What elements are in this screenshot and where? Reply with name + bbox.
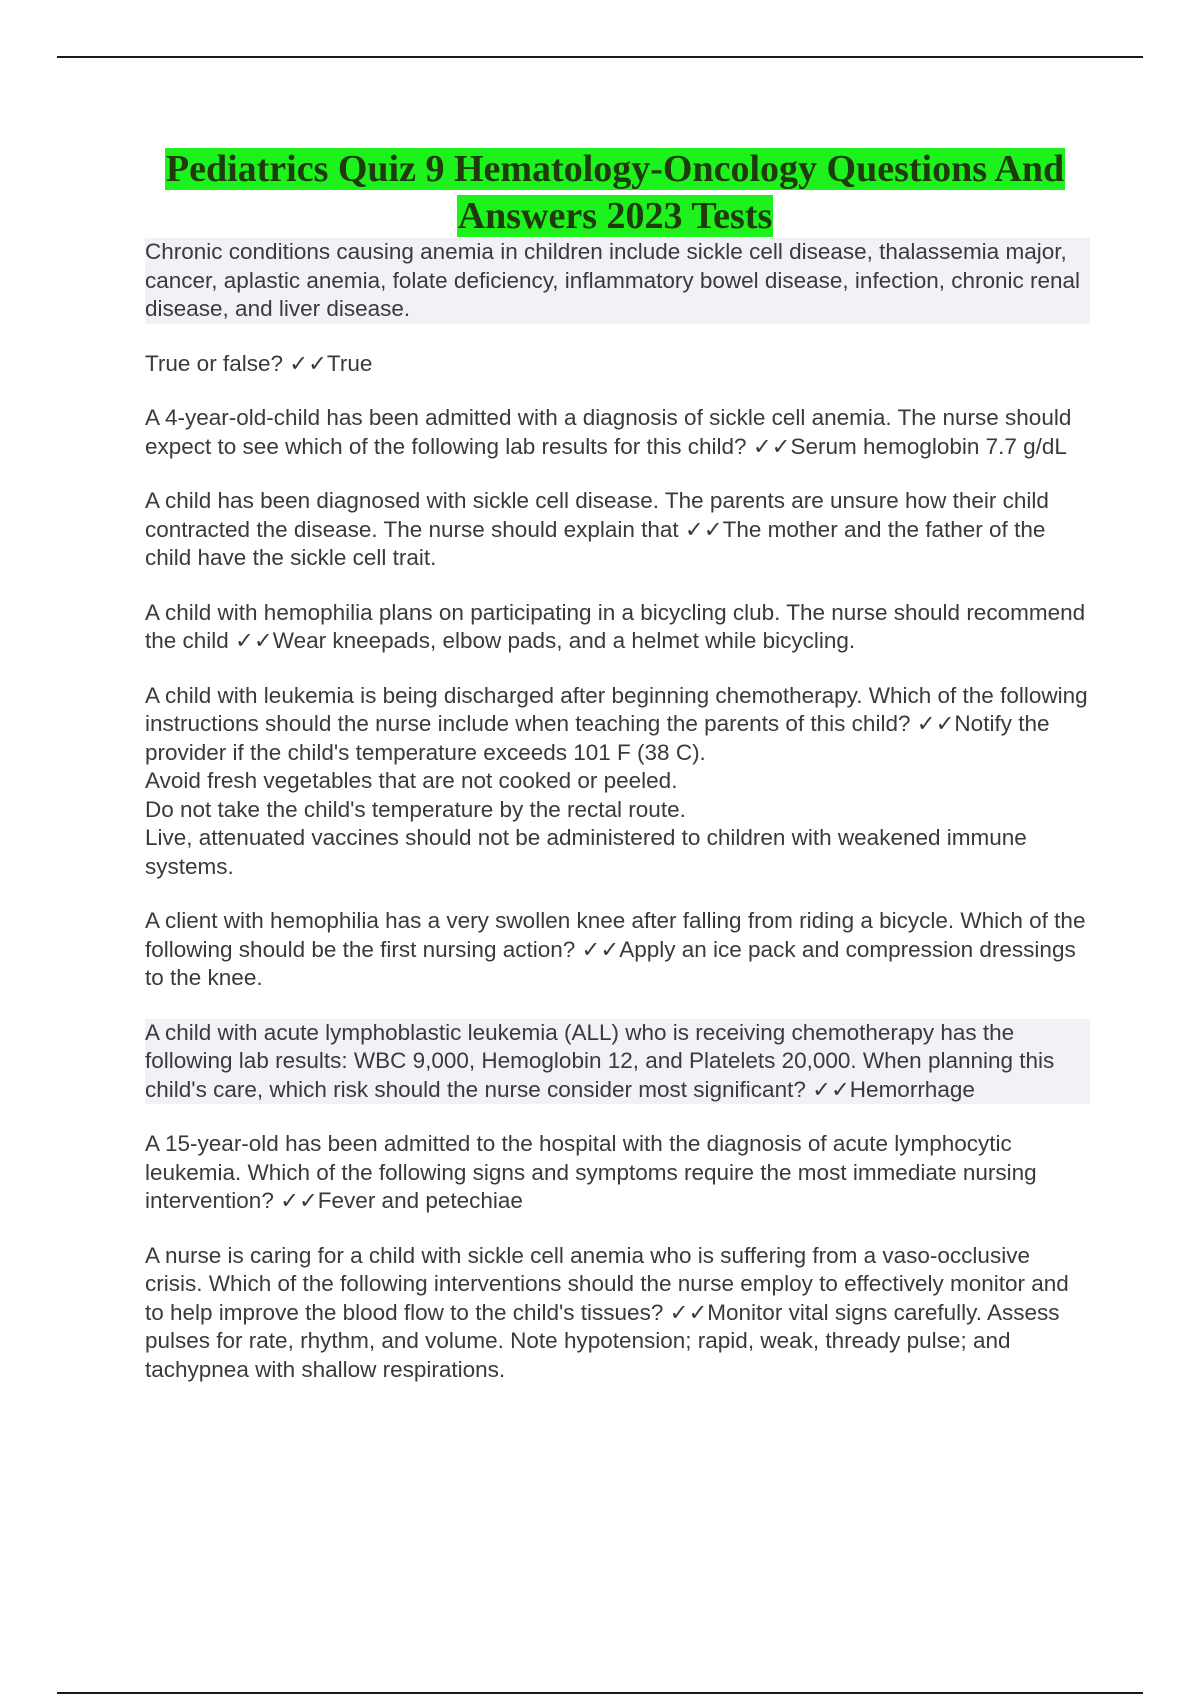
document-title [145, 146, 1085, 240]
paragraph-leukemia-vegetables: Avoid fresh vegetables that are not cooked or peeled. [145, 768, 678, 793]
paragraph-all-chemotherapy: A child with acute lymphoblastic leukemia (ALL) who is receiving chemotherapy has the following lab results: WBC 9,000, Hemoglobin 12, and Platelets 20,000. When planning this child's care, which risk should the nurse consider most significant? ✓✓Hemorrhage [145, 1019, 1090, 1105]
paragraph-leukemia-rectal: Do not take the child's temperature by the rectal route. [145, 796, 686, 822]
top-rule [57, 56, 1143, 58]
paragraph-true-false: True or false? ✓✓True [145, 350, 373, 376]
paragraph-lymphocytic-leukemia: A 15-year-old has been admitted to the hospital with the diagnosis of acute lymphocytic leukemia. Which of the following signs and symptoms require the most immediate nursing intervention? ✓✓Fever and petechiae [145, 1131, 1037, 1213]
paragraph-sickle-cell-trait: A child has been diagnosed with sickle cell disease. The parents are unsure how their child contracted the disease. The nurse should explain that ✓✓The mother and the father of the child have the sickle cell trait. [145, 488, 1049, 570]
title-line-2: Answers 2023 Tests [457, 195, 773, 237]
paragraph-anemia-conditions: Chronic conditions causing anemia in children include sickle cell disease, thalassemia major, cancer, aplastic anemia, folate deficiency, inflammatory bowel disease, infection, chronic renal disease, and liver disease. [145, 238, 1090, 324]
paragraph-leukemia-discharge: A child with leukemia is being discharged after beginning chemotherapy. Which of the following instructions should the nurse include when teaching the parents of this child? ✓✓Notify the provider if the child's temperature exceeds 101 F (38 C). [145, 682, 1088, 765]
paragraph-leukemia-vaccines: Live, attenuated vaccines should not be administered to children with weakened immune systems. [145, 825, 1027, 879]
paragraph-vaso-occlusive-crisis: A nurse is caring for a child with sickle cell anemia who is suffering from a vaso-occlusive crisis. Which of the following interventions should the nurse employ to effectively monitor and to help improve the blood flow to the child's tissues? ✓✓Monitor vital signs carefully. Assess pulses for rate, rhythm, and volume. Note hypotension; rapid, weak, thready pulse; and tachypnea with shallow respirations. [145, 1242, 1069, 1382]
paragraph-hemophilia-bicycling: A child with hemophilia plans on participating in a bicycling club. The nurse should recommend the child ✓✓Wear kneepads, elbow pads, and a helmet while bicycling. [145, 599, 1086, 653]
document-body [145, 238, 1090, 1410]
paragraph-sickle-cell-lab: A 4-year-old-child has been admitted with a diagnosis of sickle cell anemia. The nurse should expect to see which of the following lab results for this child? ✓✓Serum hemoglobin 7.7 g/dL [145, 405, 1072, 459]
title-line-1: Pediatrics Quiz 9 Hematology-Oncology Questions And [165, 148, 1065, 190]
paragraph-hemophilia-knee: A client with hemophilia has a very swollen knee after falling from riding a bicycle. Which of the following should be the first nursing action? ✓✓Apply an ice pack and compression dressings to the knee. [145, 908, 1086, 990]
document-title-block [145, 146, 1085, 240]
bottom-rule [57, 1692, 1143, 1694]
